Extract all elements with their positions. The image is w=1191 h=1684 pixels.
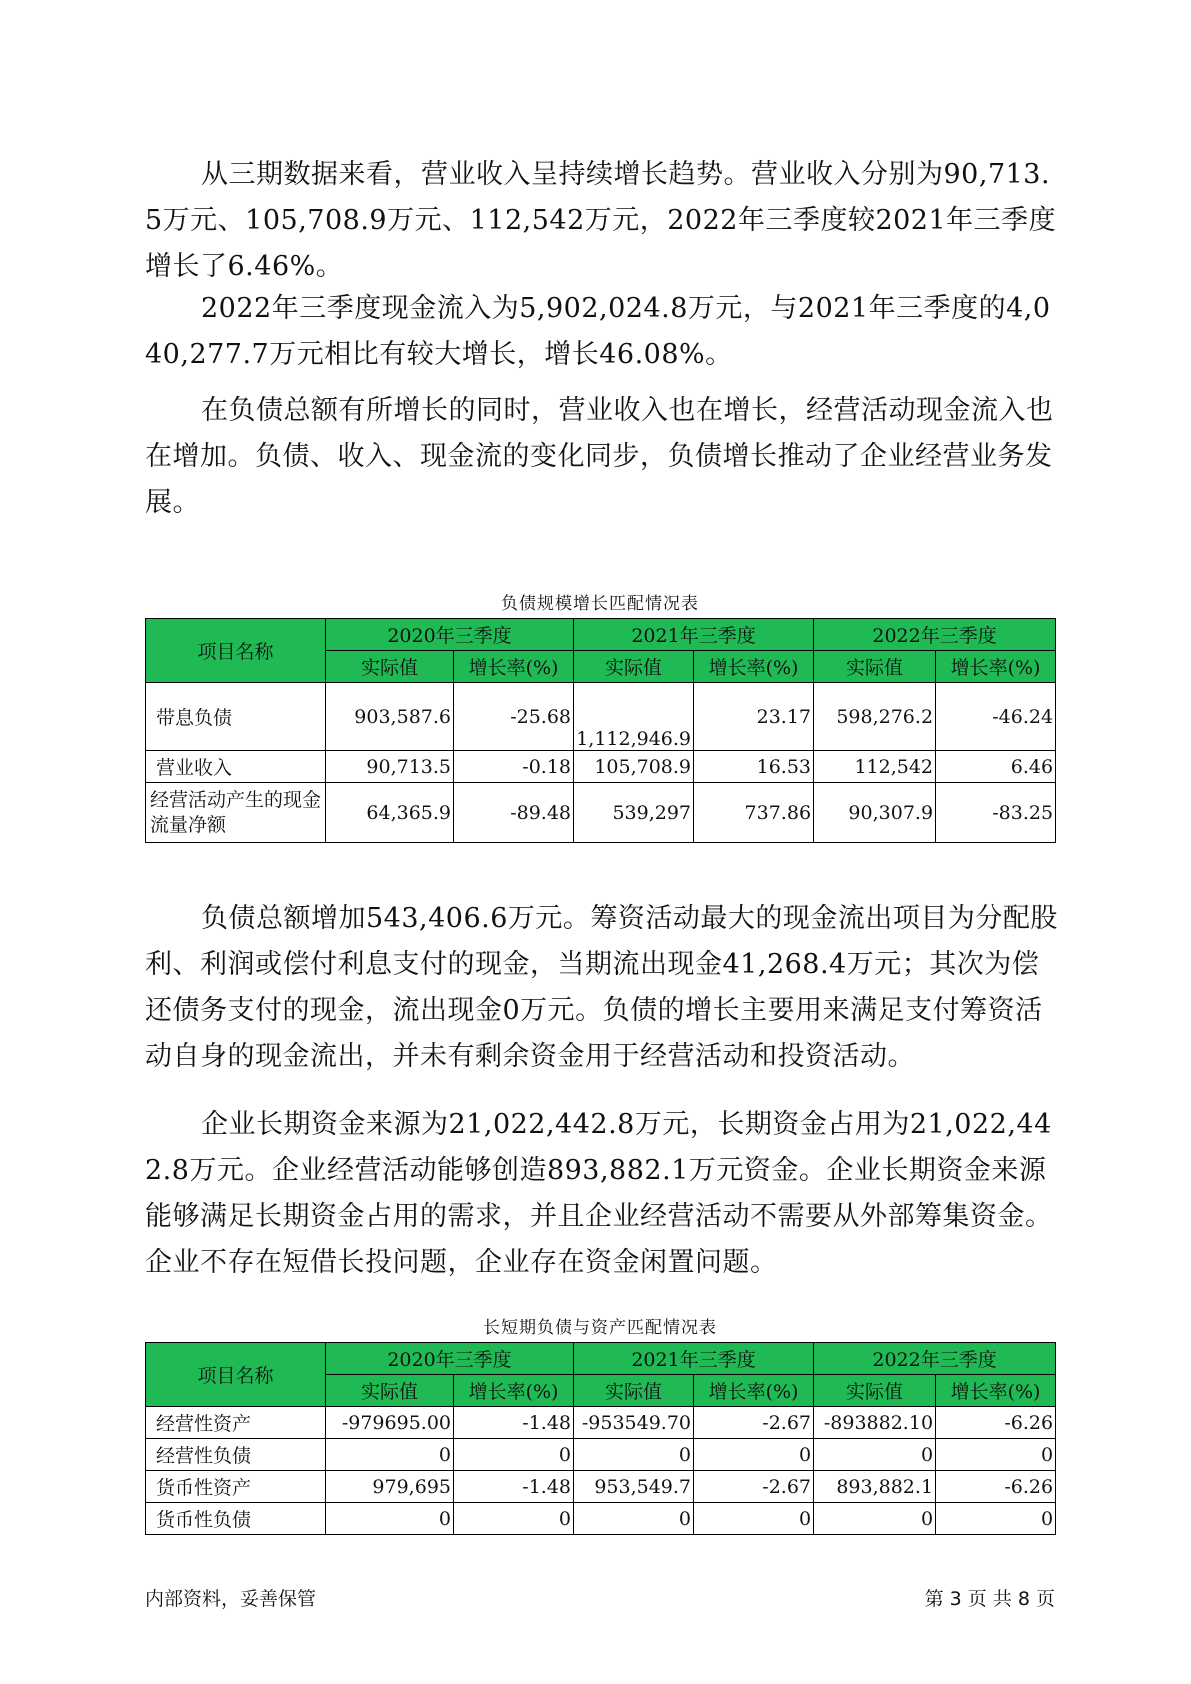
table-cell: 90,307.9 xyxy=(814,783,936,843)
table-cell: 0 xyxy=(814,1503,936,1535)
table-subheader-growth: 增长率(%) xyxy=(694,1375,814,1407)
table-row xyxy=(146,1407,1056,1439)
table-cell: 979,695 xyxy=(326,1471,454,1503)
table-cell: 539,297 xyxy=(574,783,694,843)
table-header-item: 项目名称 xyxy=(146,619,326,683)
table-cell: 112,542 xyxy=(814,751,936,783)
table-cell: 0 xyxy=(574,1503,694,1535)
table-row xyxy=(146,783,1056,843)
table-header-period: 2020年三季度 xyxy=(326,619,574,651)
table-cell: -0.18 xyxy=(454,751,574,783)
paragraph-long-term-funds: 企业长期资金来源为21,022,442.8万元，长期资金占用为21,022,442.8万元。企业经营活动能够创造893,882.1万元资金。企业长期资金来源能够满足长期资金占用的需求，并且企业经营活动不需要从外部筹集资金。企业不存在短借长投问题，企业存在资金闲置问题。 xyxy=(145,1109,1053,1278)
table-cell: 90,713.5 xyxy=(326,751,454,783)
table-cell: -1.48 xyxy=(454,1407,574,1439)
table-cell: 23.17 xyxy=(694,683,814,751)
table-row xyxy=(146,1439,1056,1471)
paragraph-revenue-trend: 从三期数据来看，营业收入呈持续增长趋势。营业收入分别为90,713.5万元、105,708.9万元、112,542万元，2022年三季度较2021年三季度增长了6.46%。 xyxy=(145,159,1057,282)
row-label: 带息负债 xyxy=(146,683,326,751)
table-header-period: 2021年三季度 xyxy=(574,619,814,651)
table-cell: 0 xyxy=(936,1439,1056,1471)
footer-page-number: 第 3 页 共 8 页 xyxy=(924,1588,1055,1610)
table2-caption: 长短期负债与资产匹配情况表 xyxy=(483,1318,717,1338)
table-cell: 6.46 xyxy=(936,751,1056,783)
table-cell: 0 xyxy=(694,1439,814,1471)
table-subheader-growth: 增长率(%) xyxy=(936,651,1056,683)
paragraph-debt-growth: 在负债总额有所增长的同时，营业收入也在增长，经营活动现金流入也在增加。负债、收入、现金流的变化同步，负债增长推动了企业经营业务发展。 xyxy=(145,395,1054,518)
debt-scale-table xyxy=(145,618,1056,843)
paragraph-cash-inflow: 2022年三季度现金流入为5,902,024.8万元，与2021年三季度的4,040,277.7万元相比有较大增长，增长46.08%。 xyxy=(145,293,1051,370)
table-cell: 598,276.2 xyxy=(814,683,936,751)
debt-asset-match-table xyxy=(145,1342,1056,1535)
table-header-item: 项目名称 xyxy=(146,1343,326,1407)
table-cell: 0 xyxy=(936,1503,1056,1535)
row-label: 经营性负债 xyxy=(146,1439,326,1471)
table-subheader-actual: 实际值 xyxy=(814,1375,936,1407)
table-header-period: 2022年三季度 xyxy=(814,1343,1056,1375)
row-label: 经营活动产生的现金流量净额 xyxy=(146,783,326,843)
table-subheader-actual: 实际值 xyxy=(326,1375,454,1407)
row-label: 货币性负债 xyxy=(146,1503,326,1535)
table-subheader-growth: 增长率(%) xyxy=(454,1375,574,1407)
table-cell: -6.26 xyxy=(936,1471,1056,1503)
table-header-period: 2020年三季度 xyxy=(326,1343,574,1375)
table-cell: -893882.10 xyxy=(814,1407,936,1439)
table-subheader-actual: 实际值 xyxy=(814,651,936,683)
table1-caption: 负债规模增长匹配情况表 xyxy=(501,594,699,614)
table-cell: -1.48 xyxy=(454,1471,574,1503)
table-row xyxy=(146,683,1056,751)
table-cell: 903,587.6 xyxy=(326,683,454,751)
table-subheader-growth: 增长率(%) xyxy=(454,651,574,683)
table-cell: 0 xyxy=(814,1439,936,1471)
table-cell: 1,112,946.9 xyxy=(574,683,694,751)
table-cell: 0 xyxy=(694,1503,814,1535)
table-row xyxy=(146,751,1056,783)
table-subheader-actual: 实际值 xyxy=(326,651,454,683)
table-cell: 953,549.7 xyxy=(574,1471,694,1503)
table-subheader-actual: 实际值 xyxy=(574,1375,694,1407)
table-cell: 0 xyxy=(454,1439,574,1471)
row-label: 营业收入 xyxy=(146,751,326,783)
table-cell: 0 xyxy=(454,1503,574,1535)
table-header-period: 2022年三季度 xyxy=(814,619,1056,651)
table-row xyxy=(146,1471,1056,1503)
table-cell: -979695.00 xyxy=(326,1407,454,1439)
table-cell: -83.25 xyxy=(936,783,1056,843)
table-cell: -46.24 xyxy=(936,683,1056,751)
table-subheader-actual: 实际值 xyxy=(574,651,694,683)
table-cell: -89.48 xyxy=(454,783,574,843)
row-label: 货币性资产 xyxy=(146,1471,326,1503)
table-cell: 105,708.9 xyxy=(574,751,694,783)
paragraph-debt-usage: 负债总额增加543,406.6万元。筹资活动最大的现金流出项目为分配股利、利润或偿付利息支付的现金，当期流出现金41,268.4万元；其次为偿还债务支付的现金，流出现金0万元。负债的增长主要用来满足支付筹资活动自身的现金流出，并未有剩余资金用于经营活动和投资活动。 xyxy=(145,903,1058,1072)
table-cell: -953549.70 xyxy=(574,1407,694,1439)
table-cell: 64,365.9 xyxy=(326,783,454,843)
table-subheader-growth: 增长率(%) xyxy=(694,651,814,683)
table-cell: -2.67 xyxy=(694,1471,814,1503)
table-subheader-growth: 增长率(%) xyxy=(936,1375,1056,1407)
table-cell: 893,882.1 xyxy=(814,1471,936,1503)
table-row xyxy=(146,1503,1056,1535)
row-label: 经营性资产 xyxy=(146,1407,326,1439)
table-cell: 737.86 xyxy=(694,783,814,843)
table-header-period: 2021年三季度 xyxy=(574,1343,814,1375)
footer-confidential-note: 内部资料，妥善保管 xyxy=(145,1588,317,1610)
table-cell: 0 xyxy=(326,1439,454,1471)
table-cell: 0 xyxy=(574,1439,694,1471)
table-cell: -2.67 xyxy=(694,1407,814,1439)
table-cell: -6.26 xyxy=(936,1407,1056,1439)
table-cell: 16.53 xyxy=(694,751,814,783)
table-cell: -25.68 xyxy=(454,683,574,751)
table-cell: 0 xyxy=(326,1503,454,1535)
